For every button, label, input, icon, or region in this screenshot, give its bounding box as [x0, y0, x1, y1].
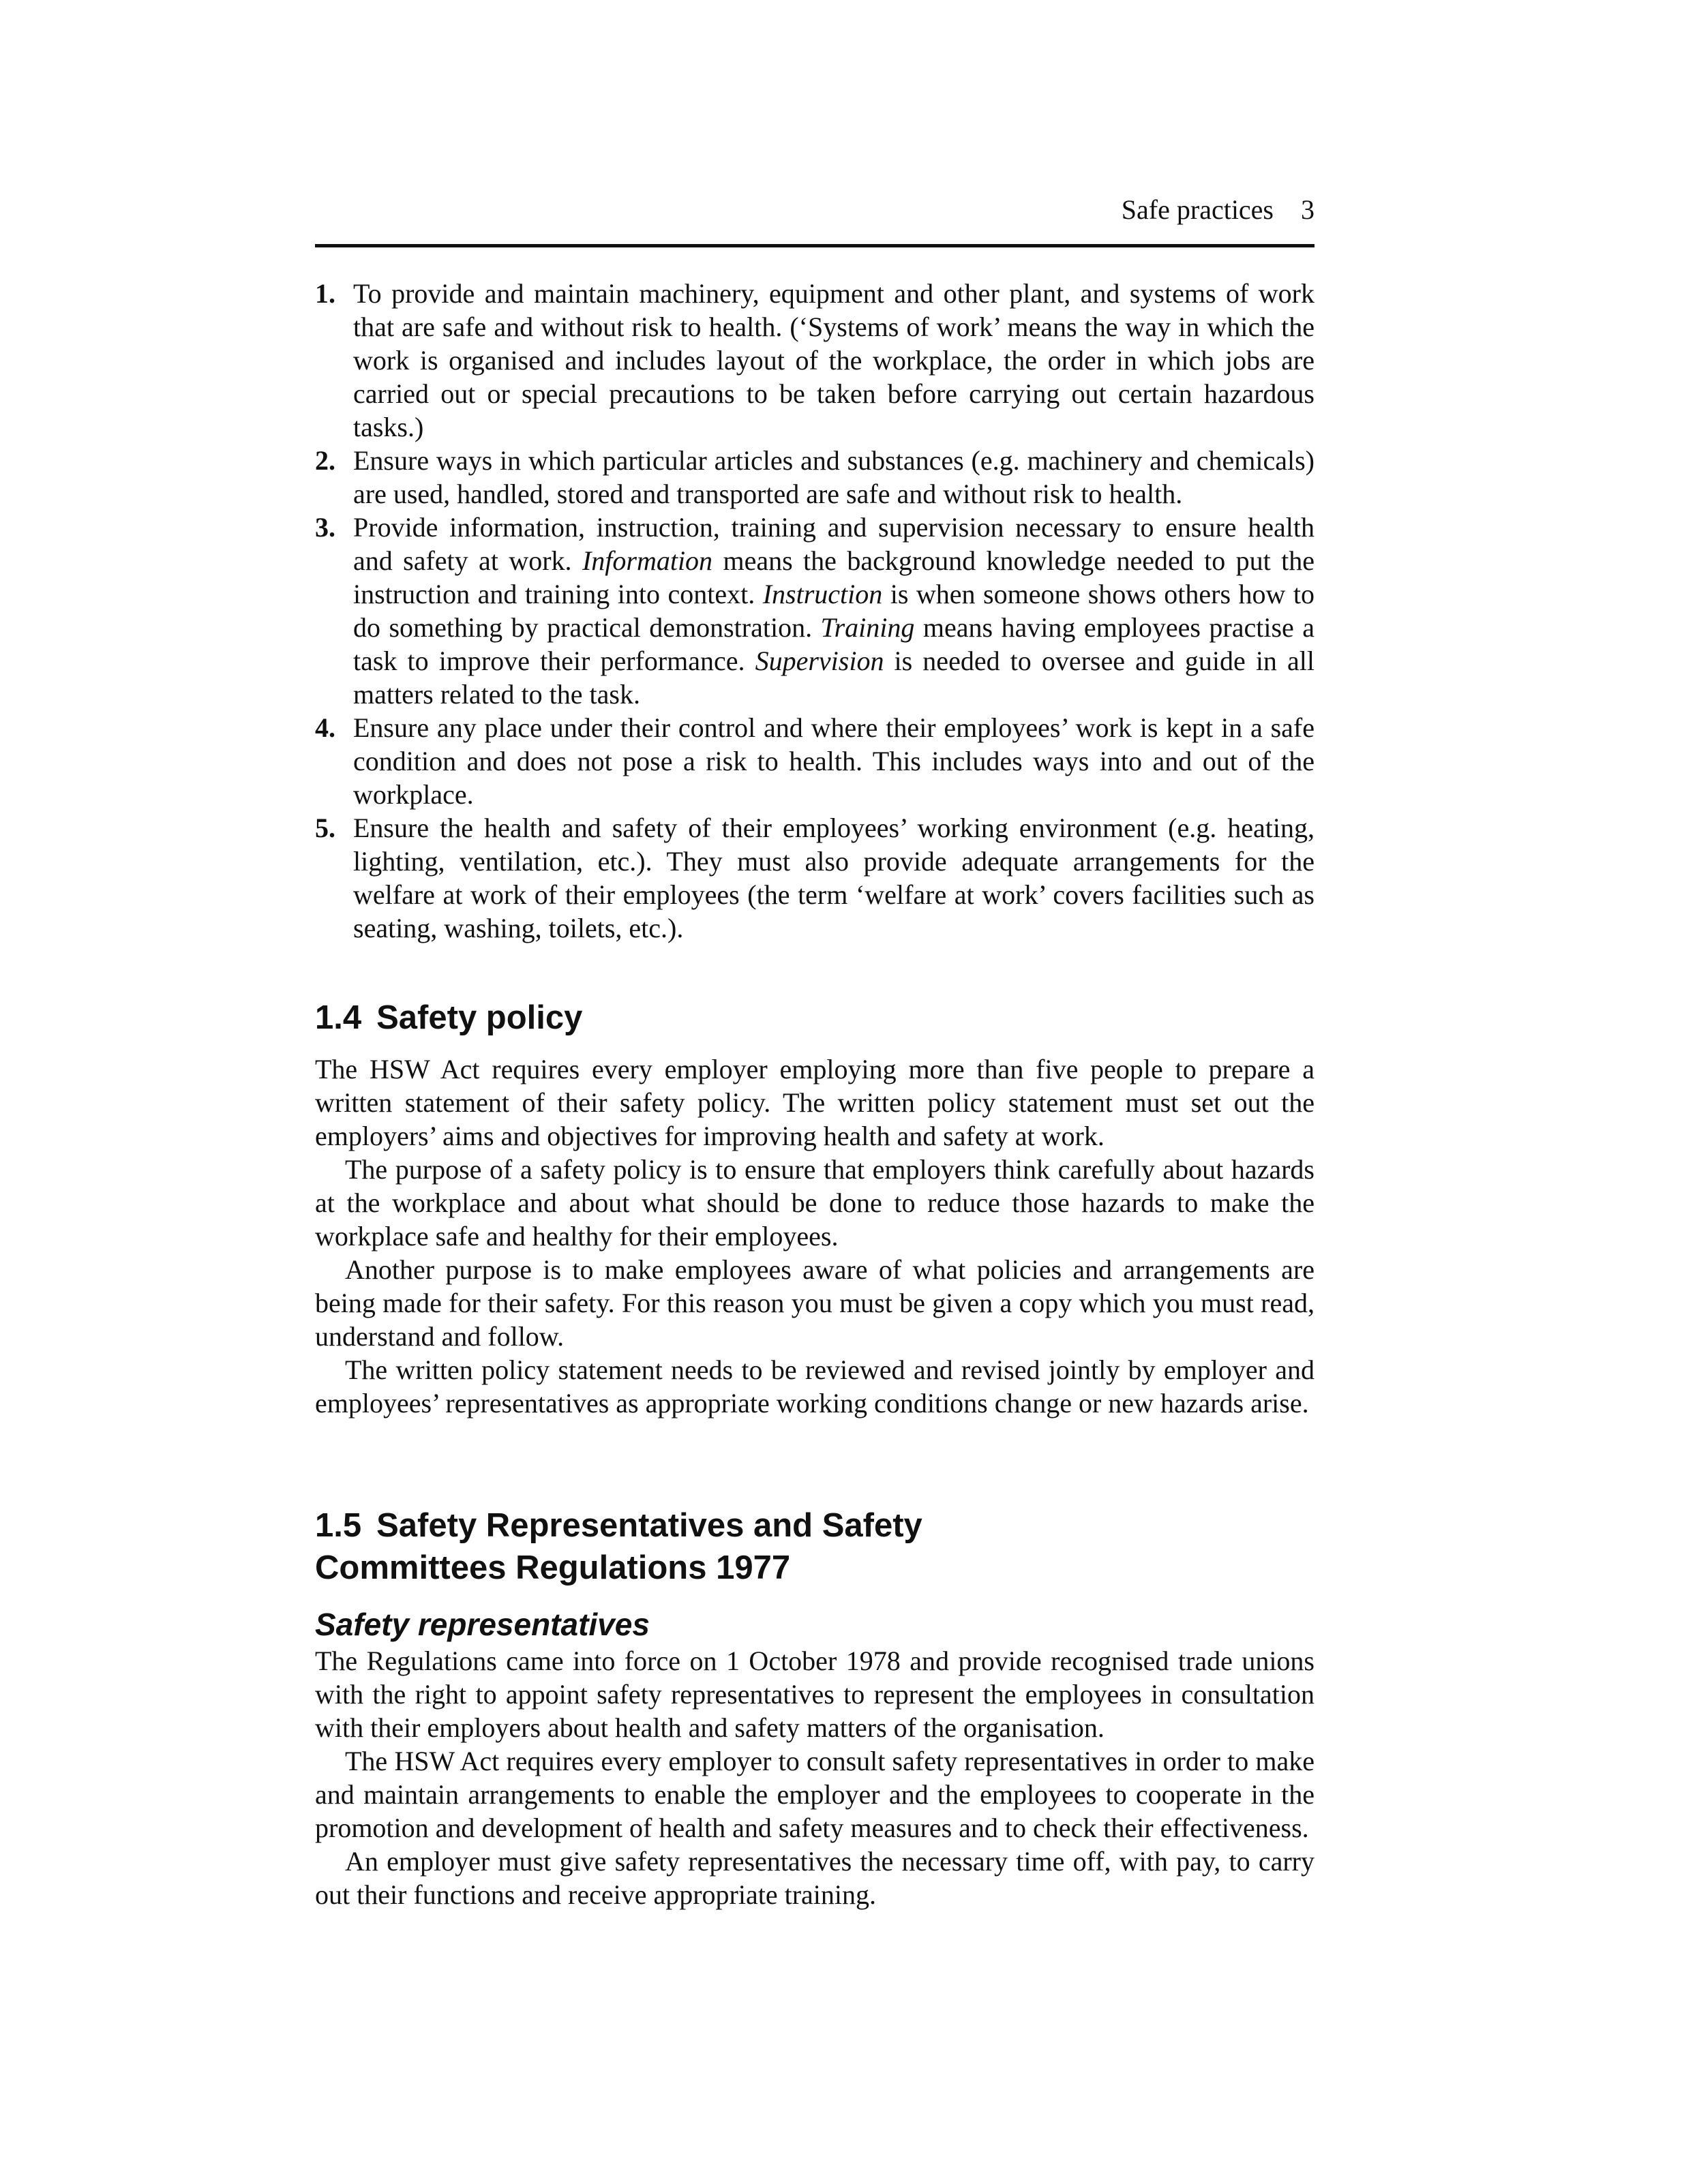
header-rule: [315, 244, 1315, 247]
employer-duties-list: [315, 277, 1315, 945]
paragraph: The purpose of a safety policy is to ensure that employers think carefully about hazards at the workplace and about what should be done to reduce those hazards to make the workplace safe and healthy for their employees.: [315, 1154, 1315, 1252]
list-item-text: means the background knowledge needed to put the instruction and training into context.: [353, 545, 1315, 609]
paragraph: The Regulations came into force on 1 October 1978 and provide recognised trade unions with the right to appoint safety representatives to represent the employees in consultation with their employers about health and safety matters of the organisation.: [315, 1645, 1315, 1743]
paragraph: The written policy statement needs to be reviewed and revised jointly by employer and employees’ representatives as appropriate working conditions change or new hazards arise.: [315, 1354, 1315, 1419]
section-number: 1.4: [315, 999, 362, 1036]
list-marker: 2.: [315, 445, 335, 476]
list-item-text: Ensure any place under their control and where their employees’ work is kept in a safe condition and does not pose a risk to health. This includes ways into and out of the workplace.: [353, 712, 1315, 810]
term-supervision: Supervision: [755, 646, 884, 676]
paragraph: Another purpose is to make employees aware of what policies and arrangements are being made for their safety. For this reason you must be given a copy which you must read, understand and follow.: [315, 1254, 1315, 1352]
term-information: Information: [582, 545, 713, 576]
list-marker: 1.: [315, 278, 335, 309]
list-item-text: Provide information, instruction, training and supervision necessary to ensure health and safety at work.: [353, 512, 1315, 576]
running-head: [1122, 194, 1315, 226]
list-item-text: Ensure the health and safety of their employees’ working environment (e.g. heating, lighting, ventilation, etc.). They must also provide adequate arrangements for the welfare at work of their employees (the term ‘welfare at work’ covers facilities such as seating, washing, toilets, etc.).: [353, 813, 1315, 943]
term-training: Training: [820, 612, 915, 643]
list-item: [315, 511, 1315, 711]
list-item: [315, 711, 1315, 811]
list-item: [315, 444, 1315, 511]
section-title-line-1: Safety Representatives and Safety: [376, 1507, 922, 1544]
list-item-text: To provide and maintain machinery, equipment and other plant, and systems of work that are safe and without risk to health. (‘Systems of work’ means the way in which the work is organised and includes layout of the workplace, the order in which jobs are carried out or special precautions to be taken before carrying out certain hazardous tasks.): [353, 278, 1315, 442]
list-marker: 4.: [315, 712, 335, 743]
list-marker: 5.: [315, 813, 335, 843]
list-marker: 3.: [315, 512, 335, 543]
paragraph: The HSW Act requires every employer employing more than five people to prepare a written statement of their safety policy. The written policy statement must set out the employers’ aims and objectives for improving health and safety at work.: [315, 1054, 1315, 1151]
section-number: 1.5: [315, 1507, 362, 1544]
list-item-text: is needed to oversee and guide in all matters related to the task.: [353, 646, 1315, 710]
subheading-safety-representatives: Safety representatives: [315, 1607, 650, 1642]
list-item-text: means having employees practise a task to improve their performance.: [353, 612, 1315, 676]
section-heading-1-5: [315, 1504, 1315, 1589]
term-instruction: Instruction: [762, 579, 883, 609]
section-title: Safety policy: [376, 999, 583, 1036]
section-1-4-body: [315, 1052, 1315, 1420]
list-item: [315, 277, 1315, 444]
section-1-5-body: [315, 1644, 1315, 1911]
page-number: 3: [1301, 194, 1315, 225]
section-heading-1-4: [315, 997, 1315, 1039]
list-item: [315, 811, 1315, 945]
section-title-line-2: Committees Regulations 1977: [315, 1549, 791, 1586]
list-item-text: is when someone shows others how to do something by practical demonstration.: [353, 579, 1315, 643]
paragraph: The HSW Act requires every employer to consult safety representatives in order to make and maintain arrangements to enable the employer and the employees to cooperate in the promotion and development of health and safety measures and to check their effectiveness.: [315, 1746, 1315, 1843]
paragraph: An employer must give safety representatives the necessary time off, with pay, to carry out their functions and receive appropriate training.: [315, 1846, 1315, 1910]
running-head-title: Safe practices: [1121, 194, 1274, 225]
list-item-text: Ensure ways in which particular articles and substances (e.g. machinery and chemicals) are used, handled, stored and transported are safe and without risk to health.: [353, 445, 1315, 509]
